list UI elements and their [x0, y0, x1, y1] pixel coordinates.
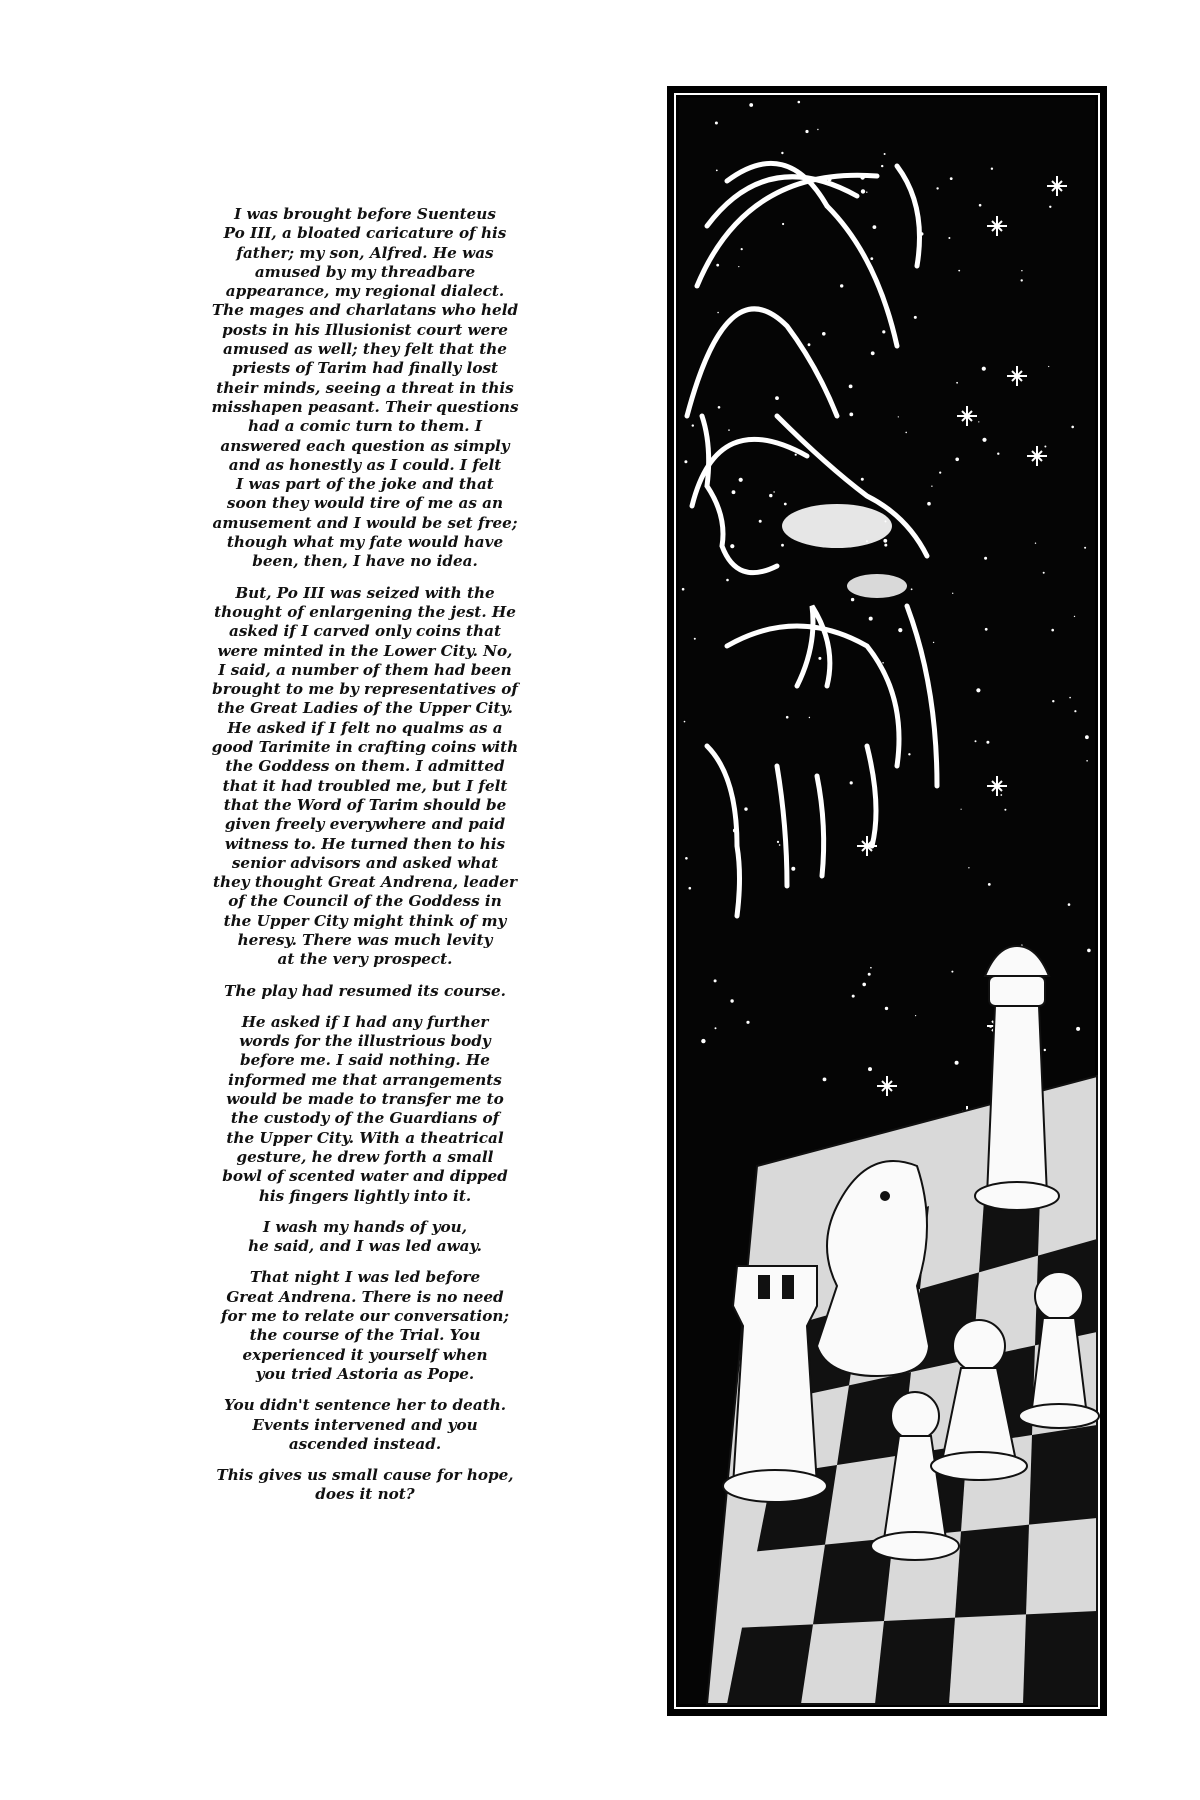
paragraph [140, 1466, 590, 1505]
star [738, 266, 739, 267]
text-line: good Tarimite in crafting coins with [211, 738, 519, 757]
star [948, 237, 950, 239]
text-line: priests of Tarim had finally lost [231, 359, 499, 378]
text-line: senior advisors and asked what [231, 853, 499, 872]
text-line: experienced it yourself when [242, 1345, 488, 1364]
text-line: gesture, he drew forth a small [236, 1147, 494, 1166]
text-line: they thought Great Andrena, leader [213, 873, 517, 892]
star [730, 999, 733, 1002]
star [1074, 710, 1076, 712]
star [784, 503, 787, 506]
star [958, 270, 960, 272]
text-line: before me. I said nothing. He [240, 1051, 490, 1070]
star [718, 406, 721, 409]
text-line: I was part of the joke and that [236, 475, 494, 494]
text-line: and as honestly as I could. I felt [228, 455, 502, 474]
star [861, 189, 865, 193]
star [715, 122, 718, 125]
star [744, 807, 747, 810]
text-line: answered each question as simply [220, 436, 510, 455]
star [818, 657, 821, 660]
paragraph [140, 584, 590, 970]
star [849, 413, 853, 417]
text-line: he said, and I was led away. [248, 1237, 482, 1256]
rook-piece [723, 1266, 827, 1502]
star [1021, 270, 1022, 271]
star [795, 454, 797, 456]
star [684, 721, 686, 723]
star [866, 192, 867, 193]
text-line: father; my son, Alfred. He was [236, 243, 494, 262]
star [746, 1021, 749, 1024]
star [781, 152, 783, 154]
star [682, 588, 685, 591]
star [908, 753, 910, 755]
text-line: you tried Astoria as Pope. [255, 1364, 475, 1383]
star [911, 588, 913, 590]
text-line: that it had troubled me, but I felt [222, 776, 508, 795]
star [985, 628, 988, 631]
star [868, 1067, 872, 1071]
star [851, 598, 854, 601]
text-line: though what my fate would have [226, 533, 504, 552]
star [956, 382, 958, 384]
text-line: asked if I carved only coins that [229, 622, 501, 641]
star [976, 688, 980, 692]
text-line: posts in his Illusionist court were [222, 320, 508, 339]
star [805, 130, 808, 133]
star [701, 1039, 705, 1043]
paragraph [140, 1396, 590, 1454]
text-line: But, Po III was seized with the [235, 583, 495, 602]
star [979, 204, 982, 207]
star [714, 979, 717, 982]
star [1074, 616, 1075, 617]
text-line: appearance, my regional dialect. [225, 282, 505, 301]
text-line: at the very prospect. [277, 950, 453, 969]
text-line: the Great Ladies of the Upper City. [217, 699, 513, 718]
text-line: brought to me by representatives of [212, 680, 518, 699]
dark-square [875, 1618, 955, 1704]
text-line: given freely everywhere and paid [224, 815, 506, 834]
star [905, 432, 907, 434]
text-line: The play had resumed its course. [224, 981, 506, 1000]
star [1049, 206, 1051, 208]
star [717, 312, 719, 314]
text-line: That night I was led before [249, 1268, 481, 1287]
star [927, 502, 931, 506]
star [1069, 697, 1071, 699]
star [870, 967, 872, 969]
text-line: I wash my hands of you, [263, 1217, 467, 1236]
star [808, 343, 811, 346]
highlight [847, 574, 907, 598]
star [1068, 903, 1071, 906]
text-line: bowl of scented water and dipped [222, 1167, 508, 1186]
text-line: ascended instead. [288, 1434, 442, 1453]
star [1044, 1049, 1046, 1051]
star [1021, 279, 1023, 281]
text-line: the Upper City. With a theatrical [226, 1128, 504, 1147]
star [868, 973, 871, 976]
star [715, 1027, 717, 1029]
star [950, 177, 953, 180]
star [881, 165, 883, 167]
star [871, 351, 875, 355]
text-line: witness to. He turned then to his [224, 834, 506, 853]
star [694, 638, 696, 640]
highlight [782, 504, 892, 548]
star [692, 424, 694, 426]
star [862, 983, 866, 987]
text-line: I was brought before Suenteus [234, 205, 496, 223]
paragraph [140, 1268, 590, 1384]
star [1086, 760, 1088, 762]
text-line: Great Andrena. There is no need [226, 1287, 504, 1306]
text-line: the Upper City might think of my [223, 911, 507, 930]
star [1071, 426, 1074, 429]
star [726, 579, 729, 582]
star [728, 429, 730, 431]
star [1085, 735, 1089, 739]
star [882, 662, 884, 664]
star [732, 490, 736, 494]
star [975, 740, 977, 742]
star [873, 225, 877, 229]
star [769, 494, 772, 497]
star [773, 491, 774, 492]
text-line: He asked if I felt no qualms as a [227, 718, 503, 737]
star [997, 453, 999, 455]
text-line: words for the illustrious body [239, 1032, 491, 1051]
star [988, 883, 991, 886]
star [749, 103, 753, 107]
star [775, 396, 779, 400]
text-line: for me to relate our conversation; [221, 1307, 509, 1326]
star [1052, 700, 1054, 702]
star [982, 367, 986, 371]
text-line: the Goddess on them. I admitted [225, 757, 505, 776]
text-line: The mages and charlatans who held [211, 301, 519, 320]
star [823, 1078, 827, 1082]
star [759, 520, 762, 523]
star [869, 617, 873, 621]
star [898, 628, 902, 632]
star [716, 264, 719, 267]
star [961, 809, 962, 810]
star [984, 557, 987, 560]
star [936, 187, 938, 189]
star [1035, 543, 1036, 544]
text-line: amusement and I would be set free; [212, 513, 518, 532]
star [955, 1061, 959, 1065]
text-line: the custody of the Guardians of [230, 1109, 500, 1128]
star [716, 170, 718, 172]
star [1044, 446, 1046, 448]
text-line: been, then, I have no idea. [252, 552, 478, 571]
star [1004, 809, 1006, 811]
text-line: would be made to transfer me to [226, 1090, 504, 1109]
star [850, 781, 853, 784]
paragraph [140, 205, 590, 572]
star [884, 544, 887, 547]
star [882, 330, 885, 333]
text-line: does it not? [315, 1485, 415, 1504]
star [822, 332, 826, 336]
star [861, 478, 864, 481]
star [786, 716, 789, 719]
text-line: were minted in the Lower City. No, [217, 641, 513, 660]
star [817, 129, 818, 130]
text-line: heresy. There was much levity [237, 930, 493, 949]
text-line: thought of enlargening the jest. He [214, 602, 516, 621]
star [884, 153, 886, 155]
star [1048, 366, 1049, 367]
text-line: amused by my threadbare [254, 262, 476, 281]
star [883, 539, 887, 543]
dark-square [1023, 1611, 1097, 1704]
text-line: that the Word of Tarim should be [223, 795, 507, 814]
star [939, 472, 941, 474]
text-line: soon they would tire of me as an [226, 494, 504, 513]
star [1051, 629, 1054, 632]
text-line: the course of the Trial. You [249, 1326, 481, 1345]
star [684, 460, 687, 463]
text-line: misshapen peasant. Their questions [211, 397, 519, 416]
text-line: informed me that arrangements [228, 1070, 502, 1089]
star [782, 223, 784, 225]
star [986, 741, 989, 744]
star [914, 316, 917, 319]
star [915, 1015, 916, 1016]
star [1076, 1027, 1080, 1031]
star [933, 642, 934, 643]
text-line: He asked if I had any further [241, 1012, 489, 1031]
star [1000, 794, 1002, 796]
dark-square [1029, 1425, 1097, 1525]
star [991, 168, 993, 170]
star [849, 385, 853, 389]
star [1087, 949, 1091, 953]
text-line: of the Council of the Goddess in [228, 892, 502, 911]
text-line: their minds, seeing a threat in this [216, 378, 514, 397]
paragraph [140, 1013, 590, 1206]
text-line: his fingers lightly into it. [258, 1186, 472, 1205]
star [898, 416, 899, 417]
star [685, 857, 688, 860]
star [978, 421, 979, 422]
star [1084, 547, 1086, 549]
star [870, 257, 873, 260]
star [781, 544, 784, 547]
star [741, 248, 743, 250]
star [885, 1007, 888, 1010]
text-line: This gives us small cause for hope, [216, 1466, 514, 1485]
star [982, 438, 986, 442]
star [739, 478, 743, 482]
star [730, 544, 734, 548]
star [951, 971, 953, 973]
text-line: Events intervened and you [252, 1415, 478, 1434]
paragraph [140, 982, 590, 1001]
star [798, 101, 801, 104]
dark-square [955, 1525, 1029, 1618]
text-column [140, 205, 590, 1517]
star [779, 844, 781, 846]
star [791, 867, 795, 871]
star [840, 284, 843, 287]
text-line: Po III, a bloated caricature of his [223, 224, 507, 243]
star [955, 458, 959, 462]
star [689, 887, 692, 890]
text-line: I said, a number of them had been [218, 660, 512, 679]
star [852, 995, 855, 998]
star [952, 593, 953, 594]
paragraph [140, 1218, 590, 1257]
star [1043, 572, 1045, 574]
star [931, 486, 932, 487]
text-line: amused as well; they felt that the [223, 340, 507, 359]
star [968, 867, 969, 868]
text-line: You didn't sentence her to death. [223, 1396, 507, 1415]
illustration-svg [667, 86, 1107, 1716]
text-line: had a comic turn to them. I [248, 417, 482, 436]
star [777, 841, 779, 843]
illustration-panel [667, 86, 1107, 1716]
star [809, 717, 810, 718]
